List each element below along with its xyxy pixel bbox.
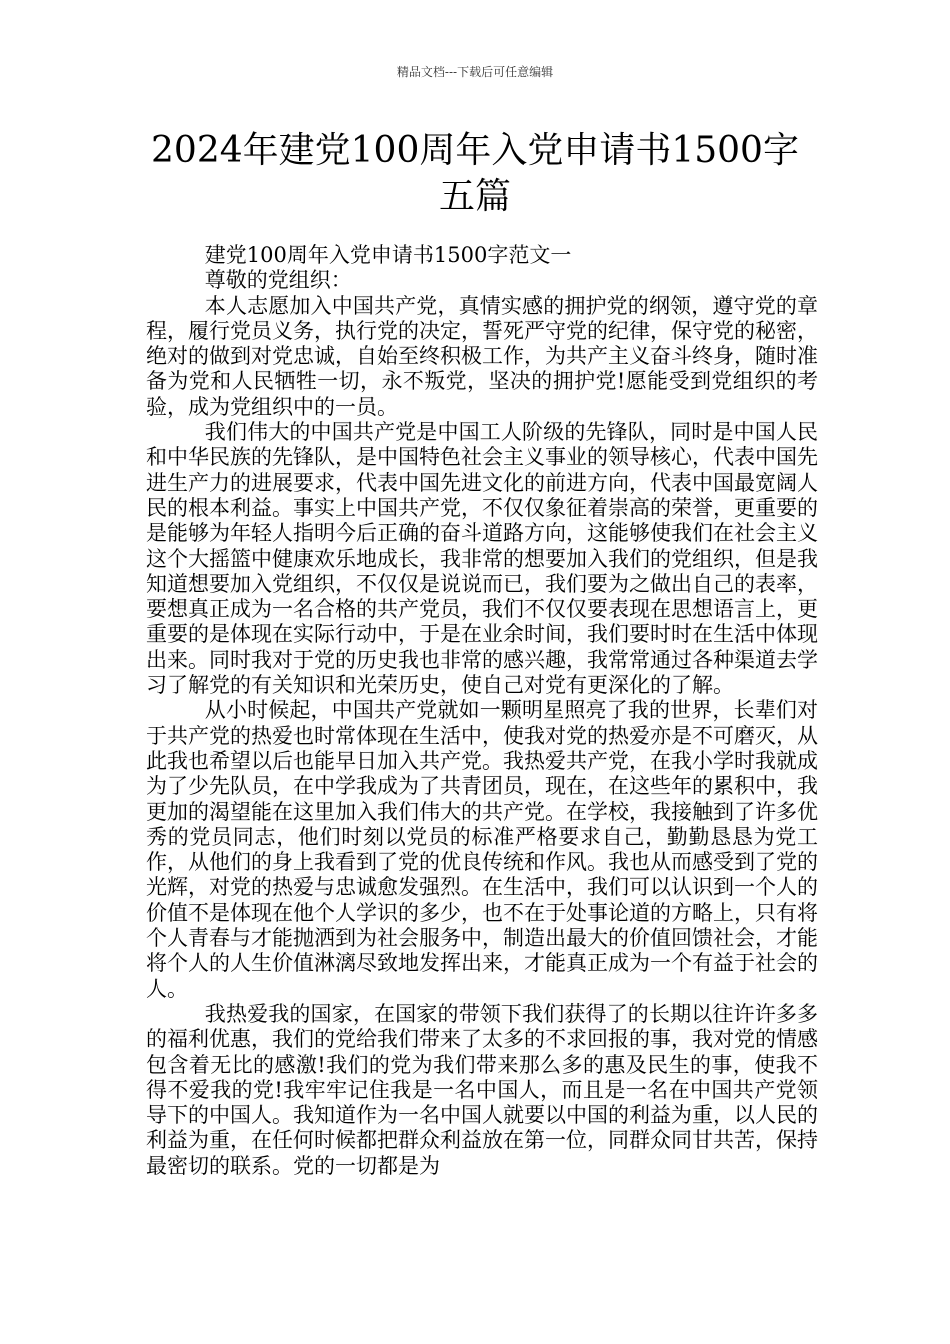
document-title: 2024年建党100周年入党申请书1500字五篇 bbox=[151, 130, 799, 217]
header-note: 精品文档---下载后可任意编辑 bbox=[396, 65, 554, 79]
paragraph-2: 我们伟大的中国共产党是中国工人阶级的先锋队，同时是中国人民和中华民族的先锋队，是中国特色社会主义事业的领导核心，代表中国先进生产力的进展要求，代表中国先进文化的前进方向，代表中国最宽阔人民的根本利益。事实上中国共产党，不仅仅象征着崇高的荣誉，更重要的是能够为年轻人指明今后正确的奋斗道路方向，这能够使我们在社会主义这个大摇篮中健康欢乐地成长，我非常的想要加入我们的党组织，但是我知道想要加入党组织，不仅仅是说说而已，我们要为之做出自己的表率，要想真正成为一名合格的共产党员，我们不仅仅要表现在思想语言上，更重要的是体现在实际行动中，于是在业余时间，我们要时时在生活中体现出来。同时我对于党的历史我也非常的感兴趣，我常常通过各种渠道去学习了解党的有关知识和光荣历史，使自己对党有更深化的了解。 bbox=[146, 420, 818, 698]
paragraph-1: 本人志愿加入中国共产党，真情实感的拥护党的纲领，遵守党的章程，履行党员义务，执行党的决定，誓死严守党的纪律，保守党的秘密，绝对的做到对党忠诚，自始至终积极工作，为共产主义奋斗终身，随时准备为党和人民牺牲一切，永不叛党，坚决的拥护党!愿能受到党组织的考验，成为党组织中的一员。 bbox=[146, 293, 818, 419]
subheading: 建党100周年入党申请书1500字范文一 bbox=[204, 243, 572, 267]
document-body bbox=[146, 243, 818, 1179]
salutation: 尊敬的党组织： bbox=[204, 268, 352, 293]
paragraph-4: 我热爱我的国家，在国家的带领下我们获得了的长期以往许许多多的福利优惠，我们的党给我们带来了太多的不求回报的事，我对党的情感包含着无比的感激!我们的党为我们带来那么多的惠及民生的事，使我不得不爱我的党!我牢牢记住我是一名中国人，而且是一名在中国共产党领导下的中国人。我知道作为一名中国人就要以中国的利益为重，以人民的利益为重，在任何时候都把群众利益放在第一位，同群众同甘共苦，保持最密切的联系。党的一切都是为 bbox=[146, 1001, 818, 1178]
paragraph-3: 从小时候起，中国共产党就如一颗明星照亮了我的世界，长辈们对于共产党的热爱也时常体现在生活中，使我对党的热爱亦是不可磨灭，从此我也希望以后也能早日加入共产党。我热爱共产党，在我小学时我就成为了少先队员，在中学我成为了共青团员，现在，在这些年的累积中，我更加的渴望能在这里加入我们伟大的共产党。在学校，我接触到了许多优秀的党员同志，他们时刻以党员的标准严格要求自己，勤勤恳恳为党工作，从他们的身上我看到了党的优良传统和作风。我也从而感受到了党的光辉，对党的热爱与忠诚愈发强烈。在生活中，我们可以认识到一个人的价值不是体现在他个人学识的多少，也不在于处事论道的方略上，只有将个人青春与才能抛洒到为社会服务中，制造出最大的价值回馈社会，才能将个人的人生价值淋漓尽致地发挥出来，才能真正成为一个有益于社会的人。 bbox=[146, 698, 818, 1001]
